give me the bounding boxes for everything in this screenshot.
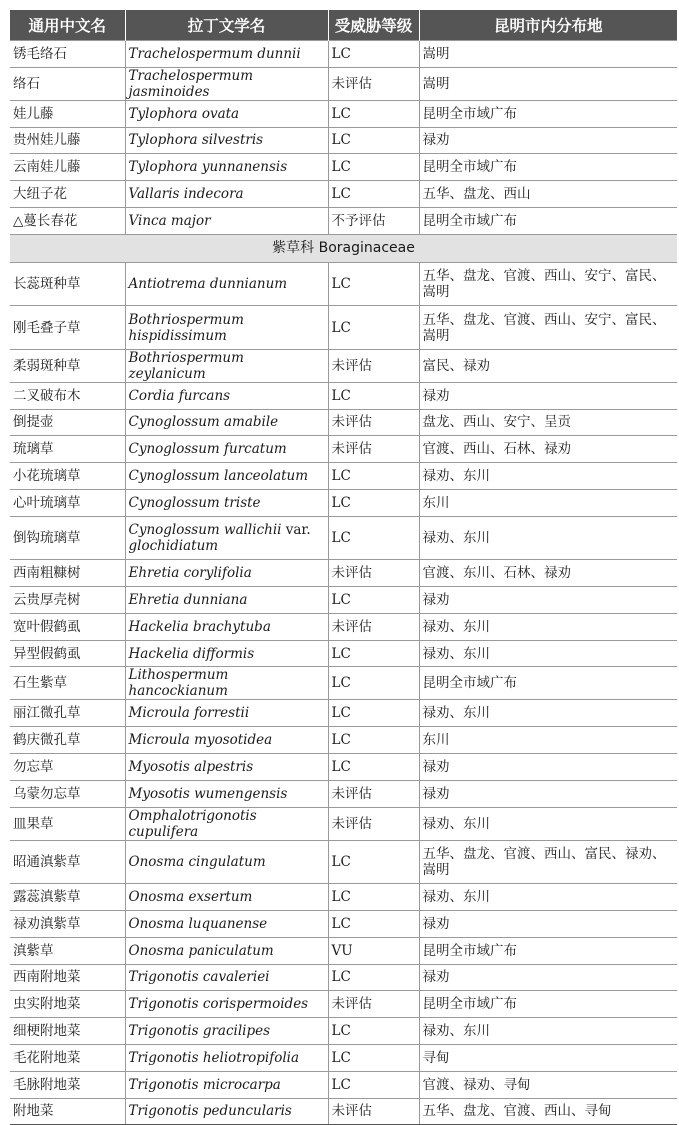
distribution-cell: 禄劝、东川 xyxy=(419,884,677,911)
chinese-name-cell: 宽叶假鹤虱 xyxy=(10,613,125,640)
distribution-cell: 禄劝 xyxy=(419,382,677,409)
latin-name-cell: Cynoglossum triste xyxy=(125,489,328,516)
table-row xyxy=(10,560,677,587)
latin-name-cell: Tylophora silvestris xyxy=(125,127,328,154)
distribution-cell: 官渡、东川、石林、禄劝 xyxy=(419,560,677,587)
latin-name-cell: Microula myosotidea xyxy=(125,727,328,754)
threat-level-cell: 未评估 xyxy=(328,409,419,436)
distribution-cell: 昆明全市域广布 xyxy=(419,937,677,964)
distribution-cell: 禄劝、东川 xyxy=(419,700,677,727)
chinese-name-cell: 毛脉附地菜 xyxy=(10,1071,125,1098)
threat-level-cell: LC xyxy=(328,640,419,667)
latin-name-cell: Ehretia corylifolia xyxy=(125,560,328,587)
chinese-name-cell: 长蕊斑种草 xyxy=(10,262,125,306)
table-row xyxy=(10,613,677,640)
latin-name-cell: Ehretia dunniana xyxy=(125,587,328,614)
threat-level-cell: LC xyxy=(328,516,419,560)
threat-level-cell: LC xyxy=(328,306,419,350)
chinese-name-cell: 倒钩琉璃草 xyxy=(10,516,125,560)
latin-name-cell: Hackelia brachytuba xyxy=(125,613,328,640)
threat-level-cell: LC xyxy=(328,41,419,68)
threat-level-cell: 未评估 xyxy=(328,613,419,640)
table-row xyxy=(10,41,677,68)
distribution-cell: 禄劝 xyxy=(419,754,677,781)
latin-name-cell: Cynoglossum lanceolatum xyxy=(125,463,328,490)
chinese-name-cell: 勿忘草 xyxy=(10,754,125,781)
threat-level-cell: LC xyxy=(328,100,419,127)
latin-name-cell: Hackelia difformis xyxy=(125,640,328,667)
table-row xyxy=(10,964,677,991)
table-body xyxy=(10,41,677,1125)
chinese-name-cell: 小花琉璃草 xyxy=(10,463,125,490)
chinese-name-cell: 露蕊滇紫草 xyxy=(10,884,125,911)
threat-level-cell: LC xyxy=(328,1071,419,1098)
table-row xyxy=(10,937,677,964)
table-row xyxy=(10,700,677,727)
chinese-name-cell: △蔓长春花 xyxy=(10,207,125,234)
table-row xyxy=(10,754,677,781)
table-row xyxy=(10,807,677,840)
latin-name-part: Cynoglossum wallichii xyxy=(128,522,282,539)
chinese-name-cell: 虫实附地菜 xyxy=(10,991,125,1018)
threat-level-cell: LC xyxy=(328,1018,419,1045)
latin-name-cell: Microula forrestii xyxy=(125,700,328,727)
table-row xyxy=(10,1098,677,1125)
latin-name-cell: Tylophora yunnanensis xyxy=(125,154,328,181)
distribution-cell: 寻甸 xyxy=(419,1044,677,1071)
latin-name-cell: Myosotis wumengensis xyxy=(125,780,328,807)
threat-level-cell: LC xyxy=(328,910,419,937)
table-header xyxy=(10,10,677,41)
latin-name-part: glochidiatum xyxy=(128,538,219,555)
table-row xyxy=(10,884,677,911)
header-distribution: 昆明市内分布地 xyxy=(419,10,677,41)
latin-name-cell: Trigonotis peduncularis xyxy=(125,1098,328,1125)
latin-name-cell: Trachelospermum jasminoides xyxy=(125,67,328,100)
chinese-name-cell: 西南粗糠树 xyxy=(10,560,125,587)
threat-level-cell: LC xyxy=(328,700,419,727)
threat-level-cell: LC xyxy=(328,840,419,884)
chinese-name-cell: 琉璃草 xyxy=(10,436,125,463)
chinese-name-cell: 毛花附地菜 xyxy=(10,1044,125,1071)
threat-level-cell: LC xyxy=(328,181,419,208)
threat-level-cell: 未评估 xyxy=(328,436,419,463)
latin-name-cell: Trigonotis cavaleriei xyxy=(125,964,328,991)
threat-level-cell: LC xyxy=(328,754,419,781)
distribution-cell: 禄劝、东川 xyxy=(419,613,677,640)
distribution-cell: 五华、盘龙、官渡、西山、安宁、富民、嵩明 xyxy=(419,306,677,350)
chinese-name-cell: 络石 xyxy=(10,67,125,100)
latin-name-cell: Myosotis alpestris xyxy=(125,754,328,781)
table-row xyxy=(10,349,677,382)
latin-name-cell: Onosma exsertum xyxy=(125,884,328,911)
chinese-name-cell: 娃儿藤 xyxy=(10,100,125,127)
latin-name-cell: Omphalotrigonotis cupulifera xyxy=(125,807,328,840)
distribution-cell: 嵩明 xyxy=(419,41,677,68)
latin-name-cell: Vallaris indecora xyxy=(125,181,328,208)
latin-name-cell: Lithospermum hancockianum xyxy=(125,667,328,700)
table-row xyxy=(10,100,677,127)
chinese-name-cell: 丽江微孔草 xyxy=(10,700,125,727)
table-row xyxy=(10,181,677,208)
table-row xyxy=(10,489,677,516)
table-row xyxy=(10,516,677,560)
chinese-name-cell: 二叉破布木 xyxy=(10,382,125,409)
distribution-cell: 五华、盘龙、官渡、西山、寻甸 xyxy=(419,1098,677,1125)
chinese-name-cell: 倒提壶 xyxy=(10,409,125,436)
threat-level-cell: 未评估 xyxy=(328,991,419,1018)
family-row xyxy=(10,234,677,262)
latin-name-cell: Antiotrema dunnianum xyxy=(125,262,328,306)
latin-name-cell: Trachelospermum dunnii xyxy=(125,41,328,68)
distribution-cell: 昆明全市域广布 xyxy=(419,207,677,234)
latin-name-cell: Onosma paniculatum xyxy=(125,937,328,964)
distribution-cell: 昆明全市域广布 xyxy=(419,991,677,1018)
chinese-name-cell: 石生紫草 xyxy=(10,667,125,700)
table-row xyxy=(10,991,677,1018)
threat-level-cell: LC xyxy=(328,489,419,516)
threat-level-cell: LC xyxy=(328,667,419,700)
distribution-cell: 禄劝 xyxy=(419,127,677,154)
table-row xyxy=(10,207,677,234)
latin-name-cell: Vinca major xyxy=(125,207,328,234)
distribution-cell: 禄劝、东川 xyxy=(419,463,677,490)
header-threat-level: 受威胁等级 xyxy=(328,10,419,41)
table-row xyxy=(10,262,677,306)
latin-name-cell: Trigonotis corispermoides xyxy=(125,991,328,1018)
chinese-name-cell: 禄劝滇紫草 xyxy=(10,910,125,937)
chinese-name-cell: 异型假鹤虱 xyxy=(10,640,125,667)
chinese-name-cell: 云南娃儿藤 xyxy=(10,154,125,181)
chinese-name-cell: 刚毛叠子草 xyxy=(10,306,125,350)
latin-name-cell: Cordia furcans xyxy=(125,382,328,409)
latin-rank-marker: var. xyxy=(281,522,311,539)
threat-level-cell: LC xyxy=(328,964,419,991)
latin-name-cell: Bothriospermum zeylanicum xyxy=(125,349,328,382)
latin-name-cell: Trigonotis microcarpa xyxy=(125,1071,328,1098)
threat-level-cell: 未评估 xyxy=(328,67,419,100)
latin-name-cell: Onosma luquanense xyxy=(125,910,328,937)
chinese-name-cell: 鹤庆微孔草 xyxy=(10,727,125,754)
distribution-cell: 官渡、西山、石林、禄劝 xyxy=(419,436,677,463)
distribution-cell: 东川 xyxy=(419,727,677,754)
threat-level-cell: LC xyxy=(328,727,419,754)
distribution-cell: 东川 xyxy=(419,489,677,516)
threat-level-cell: 不予评估 xyxy=(328,207,419,234)
threat-level-cell: 未评估 xyxy=(328,560,419,587)
threat-level-cell: LC xyxy=(328,1044,419,1071)
chinese-name-cell: 柔弱斑种草 xyxy=(10,349,125,382)
latin-name-cell: Bothriospermum hispidissimum xyxy=(125,306,328,350)
latin-name-cell: Cynoglossum amabile xyxy=(125,409,328,436)
distribution-cell: 五华、盘龙、西山 xyxy=(419,181,677,208)
latin-name-cell: Trigonotis gracilipes xyxy=(125,1018,328,1045)
threat-level-cell: 未评估 xyxy=(328,780,419,807)
chinese-name-cell: 锈毛络石 xyxy=(10,41,125,68)
distribution-cell: 禄劝 xyxy=(419,587,677,614)
distribution-cell: 禄劝、东川 xyxy=(419,640,677,667)
chinese-name-cell: 附地菜 xyxy=(10,1098,125,1125)
threat-level-cell: LC xyxy=(328,127,419,154)
table-row xyxy=(10,1044,677,1071)
distribution-cell: 禄劝 xyxy=(419,910,677,937)
chinese-name-cell: 滇紫草 xyxy=(10,937,125,964)
table-row xyxy=(10,667,677,700)
table-row xyxy=(10,463,677,490)
table-row xyxy=(10,910,677,937)
latin-name-cell: Trigonotis heliotropifolia xyxy=(125,1044,328,1071)
threat-level-cell: 未评估 xyxy=(328,349,419,382)
table-row xyxy=(10,436,677,463)
distribution-cell: 五华、盘龙、官渡、西山、安宁、富民、嵩明 xyxy=(419,262,677,306)
species-table-container xyxy=(10,10,677,1125)
distribution-cell: 禄劝、东川 xyxy=(419,516,677,560)
threat-level-cell: LC xyxy=(328,884,419,911)
distribution-cell: 昆明全市域广布 xyxy=(419,154,677,181)
table-row xyxy=(10,154,677,181)
chinese-name-cell: 西南附地菜 xyxy=(10,964,125,991)
table-row xyxy=(10,67,677,100)
header-chinese-name: 通用中文名 xyxy=(10,10,125,41)
distribution-cell: 嵩明 xyxy=(419,67,677,100)
table-row xyxy=(10,1018,677,1045)
table-row xyxy=(10,382,677,409)
table-row xyxy=(10,640,677,667)
latin-name-cell: Cynoglossum furcatum xyxy=(125,436,328,463)
latin-name-cell: Tylophora ovata xyxy=(125,100,328,127)
chinese-name-cell: 大纽子花 xyxy=(10,181,125,208)
distribution-cell: 禄劝 xyxy=(419,780,677,807)
header-latin-name: 拉丁文学名 xyxy=(125,10,328,41)
distribution-cell: 昆明全市域广布 xyxy=(419,667,677,700)
distribution-cell: 盘龙、西山、安宁、呈贡 xyxy=(419,409,677,436)
header-row xyxy=(10,10,677,41)
distribution-cell: 官渡、禄劝、寻甸 xyxy=(419,1071,677,1098)
threat-level-cell: LC xyxy=(328,154,419,181)
chinese-name-cell: 皿果草 xyxy=(10,807,125,840)
table-row xyxy=(10,780,677,807)
table-row xyxy=(10,587,677,614)
distribution-cell: 昆明全市域广布 xyxy=(419,100,677,127)
distribution-cell: 禄劝 xyxy=(419,964,677,991)
chinese-name-cell: 细梗附地菜 xyxy=(10,1018,125,1045)
chinese-name-cell: 乌蒙勿忘草 xyxy=(10,780,125,807)
chinese-name-cell: 贵州娃儿藤 xyxy=(10,127,125,154)
latin-name-cell xyxy=(125,516,328,560)
table-row xyxy=(10,727,677,754)
threat-level-cell: LC xyxy=(328,587,419,614)
table-row xyxy=(10,306,677,350)
family-label: 紫草科 Boraginaceae xyxy=(10,234,677,262)
distribution-cell: 禄劝、东川 xyxy=(419,807,677,840)
threat-level-cell: LC xyxy=(328,463,419,490)
chinese-name-cell: 云贵厚壳树 xyxy=(10,587,125,614)
table-row xyxy=(10,840,677,884)
distribution-cell: 富民、禄劝 xyxy=(419,349,677,382)
threat-level-cell: LC xyxy=(328,382,419,409)
chinese-name-cell: 心叶琉璃草 xyxy=(10,489,125,516)
table-row xyxy=(10,127,677,154)
threat-level-cell: 未评估 xyxy=(328,807,419,840)
threat-level-cell: 未评估 xyxy=(328,1098,419,1125)
species-table xyxy=(10,10,677,1125)
chinese-name-cell: 昭通滇紫草 xyxy=(10,840,125,884)
threat-level-cell: VU xyxy=(328,937,419,964)
distribution-cell: 禄劝、东川 xyxy=(419,1018,677,1045)
distribution-cell: 五华、盘龙、官渡、西山、富民、禄劝、嵩明 xyxy=(419,840,677,884)
table-row xyxy=(10,409,677,436)
table-row xyxy=(10,1071,677,1098)
threat-level-cell: LC xyxy=(328,262,419,306)
latin-name-cell: Onosma cingulatum xyxy=(125,840,328,884)
